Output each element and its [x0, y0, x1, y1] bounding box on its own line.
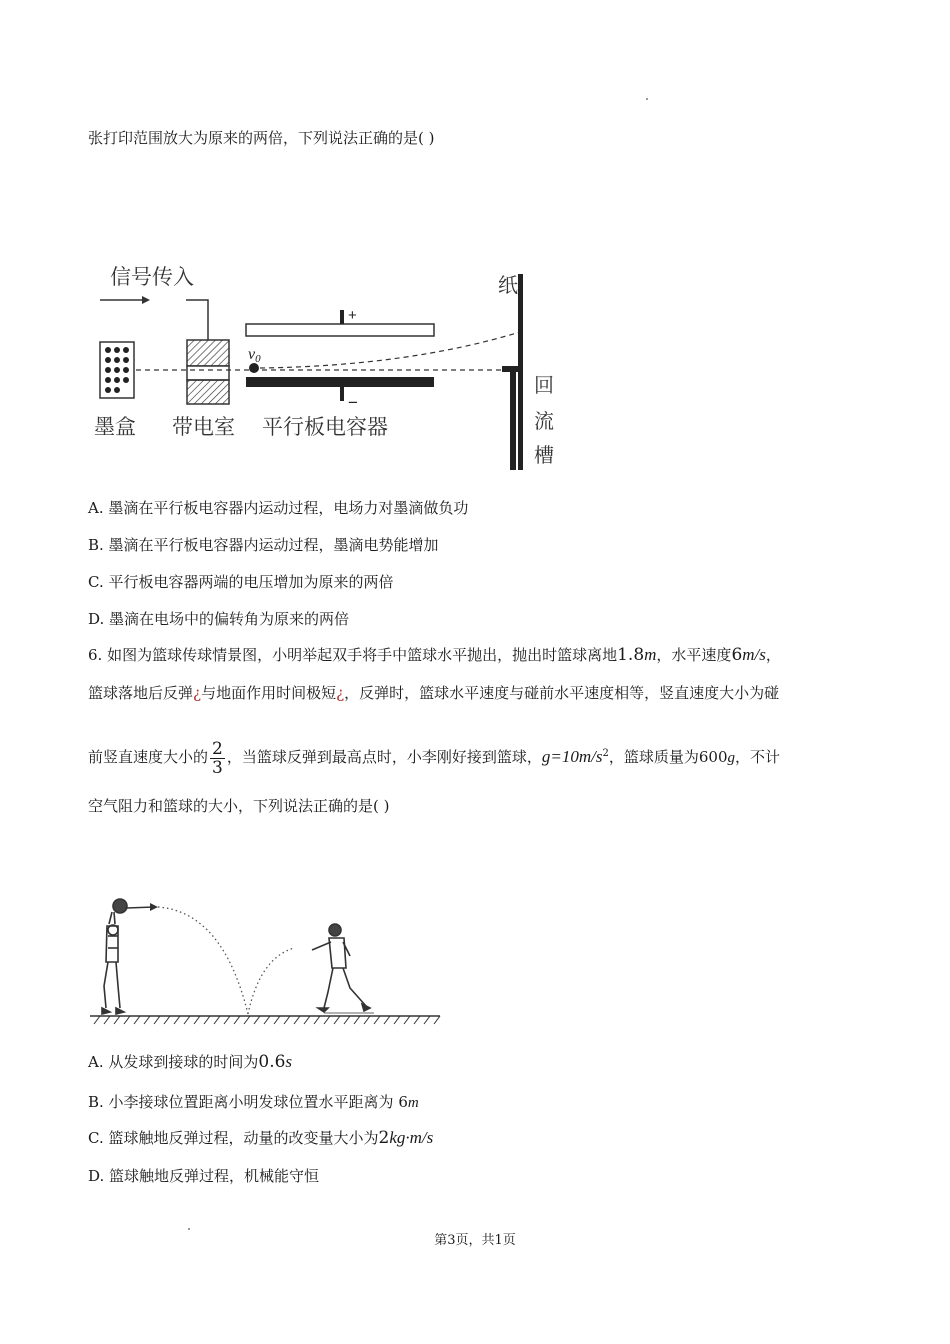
q6-text: ，不计 [735, 748, 781, 766]
q6-option-b-text: B. 小李接球位置距离小明发球位置水平距离为 6 [88, 1093, 408, 1111]
charge-room-label: 带电室 [172, 416, 235, 439]
q6-line-2 [88, 683, 779, 703]
release-arrowhead [150, 903, 158, 911]
catcher-figure [312, 924, 370, 1012]
garbled-char: ¿ [193, 684, 202, 702]
fraction-numerator: 2 [212, 738, 223, 759]
q6-speed-unit: m/s [742, 645, 766, 664]
minus-sign: − [348, 393, 358, 412]
q6-option-c [88, 1126, 433, 1150]
signal-wire [186, 300, 208, 340]
gravity-value: g=10 [541, 747, 579, 766]
ground-hatch [94, 1016, 440, 1024]
q6-line-1 [88, 645, 781, 665]
ball-trajectory-bounce [248, 948, 294, 1014]
q5-option-b: B. 墨滴在平行板电容器内运动过程，墨滴电势能增加 [88, 536, 439, 554]
q6-line-4: 空气阻力和篮球的大小，下列说法正确的是( ) [88, 797, 390, 815]
q6-option-a-text: A. 从发球到接球的时间为 [88, 1053, 259, 1071]
q6-text: 6. 如图为篮球传球情景图，小明举起双手将手中篮球水平抛出，抛出时篮球离地 [88, 646, 618, 664]
lower-plate-post [340, 387, 344, 401]
ball-mass: 600 [698, 748, 728, 766]
gutter-wall [510, 366, 516, 470]
charge-room-upper [187, 340, 229, 366]
charge-room-lower [187, 380, 229, 404]
q6-option-c-value: 2 [378, 1128, 390, 1148]
signal-input-label: 信号传入 [110, 266, 194, 289]
q5-option-c: C. 平行板电容器两端的电压增加为原来的两倍 [88, 573, 394, 591]
fraction-two-thirds [210, 740, 225, 777]
basketball-pass-diagram [88, 890, 448, 1026]
scan-speck [646, 98, 648, 100]
capacitor-lower-plate [246, 377, 434, 387]
signal-arrowhead [142, 296, 150, 304]
inkjet-printer-diagram [88, 262, 568, 474]
q6-option-a-value: 0.6 [258, 1052, 286, 1072]
gravity-unit: m/s [578, 747, 603, 766]
q6-height-unit: m [644, 645, 657, 664]
q6-option-a-unit: s [285, 1052, 293, 1071]
paper-label: 纸 [498, 275, 518, 297]
garbled-char: ¿ [336, 684, 345, 702]
q6-text: 前竖直速度大小的 [88, 748, 209, 766]
v0-label: v0 [248, 346, 261, 365]
release-arrow [126, 907, 154, 908]
ball-mass-unit: g [727, 750, 735, 766]
charge-room-gap [187, 366, 229, 380]
q6-text: 篮球落地后反弹 [88, 684, 194, 702]
q6-speed: 6 [731, 645, 743, 665]
gutter-label-3: 槽 [534, 445, 554, 467]
q6-text: ，当篮球反弹到最高点时，小李刚好接到篮球， [226, 748, 542, 766]
q6-text: ，水平速度 [656, 646, 732, 664]
capacitor-label: 平行板电容器 [262, 416, 388, 439]
question5-stem-tail: 张打印范围放大为原来的两倍，下列说法正确的是( ) [88, 129, 435, 147]
plus-sign: + [348, 307, 357, 324]
q6-text: ，篮球质量为 [608, 748, 699, 766]
q6-option-c-unit: kg·m/s [389, 1128, 434, 1147]
thrower-figure [102, 899, 127, 1014]
q6-option-b [88, 1092, 419, 1113]
ink-box-label: 墨盒 [94, 416, 136, 439]
deflected-trajectory [260, 332, 520, 368]
q6-text: 与地面作用时间极短 [201, 684, 337, 702]
page-footer: 第3页，共1页 [434, 1233, 516, 1248]
upper-plate-post [340, 310, 344, 324]
q5-option-a: A. 墨滴在平行板电容器内运动过程，电场力对墨滴做负功 [88, 499, 469, 517]
q6-text: ， [765, 646, 781, 664]
q6-option-b-unit: m [407, 1095, 419, 1111]
gravity-exponent: 2 [602, 748, 609, 759]
fraction-denominator: 3 [212, 757, 223, 778]
gutter-label-1: 回 [534, 375, 554, 397]
q6-option-d: D. 篮球触地反弹过程，机械能守恒 [88, 1167, 320, 1185]
q6-line-3 [88, 735, 780, 777]
q6-option-c-text: C. 篮球触地反弹过程，动量的改变量大小为 [88, 1129, 379, 1147]
q6-height: 1.8 [617, 645, 645, 665]
q6-text: ，反弹时，篮球水平速度与碰前水平速度相等，竖直速度大小为碰 [344, 684, 780, 702]
q5-option-d: D. 墨滴在电场中的偏转角为原来的两倍 [88, 610, 350, 628]
ball-trajectory-fall [158, 907, 248, 1014]
capacitor-upper-plate [246, 324, 434, 336]
gutter-label-2: 流 [534, 411, 554, 433]
q6-option-a [88, 1050, 292, 1074]
